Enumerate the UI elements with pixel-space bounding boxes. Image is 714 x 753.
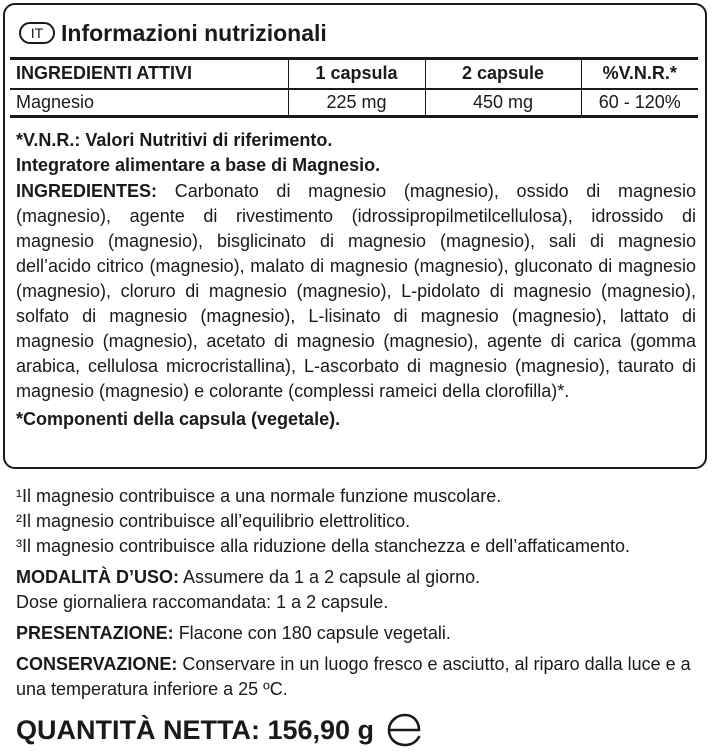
box-notes: [16, 128, 696, 432]
vnr-note: *V.N.R.: Valori Nutritivi di riferimento.: [16, 130, 333, 150]
column-header: 2 capsule: [425, 59, 581, 89]
table-row: [10, 89, 698, 117]
health-claim: ²Il magnesio contribuisce all’equilibrio elettrolitico.: [16, 511, 411, 531]
usage-label: MODALITÀ D’USO:: [16, 567, 179, 587]
storage-line: [16, 652, 706, 702]
presentation-label: PRESENTAZIONE:: [16, 623, 174, 643]
dose-line: Dose giornaliera raccomandata: 1 a 2 capsule.: [16, 592, 389, 612]
ingredients-text: Carbonato di magnesio (magnesio), ossido di magnesio (magnesio), agente di rivestimento (idrossipropilmetilcellulosa), idrossido di magnesio (magnesio), bisglicinato di magnesio (magnesio), sali di magnesio dell’acido citrico (magnesio), malato di magnesio (magnesio), gluconato di magnesio (magnesio), cloruro di magnesio (magnesio), L-pidolato di magnesio (magnesio), solfato di magnesio (magnesio), L-lisinato di magnesio (magnesio), lattato di magnesio (magnesio), acetato di magnesio (magnesio), agente di carica (gomma arabica, cellulosa microcristallina), L-ascorbato di magnesio (magnesio), taurato di magnesio (magnesio) e colorante (complessi rameici della clorofilla)*.: [16, 181, 696, 401]
table-cell: Magnesio: [10, 89, 288, 117]
section-title: Informazioni nutrizionali: [61, 19, 327, 46]
ingredients-label: INGREDIENTES:: [16, 181, 158, 201]
supplement-description: Integratore alimentare a base di Magnesio.: [16, 155, 381, 175]
net-quantity: [16, 712, 426, 748]
column-header: %V.N.R.*: [581, 59, 698, 89]
column-header: INGREDIENTI ATTIVI: [10, 59, 288, 89]
health-claim: ³Il magnesio contribuisce alla riduzione della stanchezza e dell’affaticamento.: [16, 536, 631, 556]
storage-label: CONSERVAZIONE:: [16, 654, 178, 674]
storage-text: Conservare in un luogo fresco e asciutto, al riparo dalla luce e a una temperatura inferiore a 25 ºC.: [16, 654, 691, 699]
table-header-row: [10, 59, 698, 89]
nutrition-header: [19, 17, 327, 49]
table-cell: 60 - 120%: [581, 89, 698, 117]
net-quantity-text: QUANTITÀ NETTA: 156,90 g: [16, 714, 375, 745]
usage-text: Assumere da 1 a 2 capsule al giorno.: [178, 567, 481, 587]
health-claim: ¹Il magnesio contribuisce a una normale funzione muscolare.: [16, 486, 502, 506]
e-mark-icon: [384, 712, 426, 748]
presentation-line: [16, 621, 706, 646]
table-cell: 450 mg: [425, 89, 581, 117]
column-header: 1 capsula: [288, 59, 425, 89]
ingredients-paragraph: [16, 179, 696, 404]
nutrition-table: [10, 57, 698, 118]
capsule-note: *Componenti della capsula (vegetale).: [16, 409, 341, 429]
usage-line: [16, 565, 706, 590]
presentation-text: Flacone con 180 capsule vegetali.: [173, 623, 451, 643]
language-badge: IT: [19, 22, 55, 44]
product-details: [16, 484, 706, 702]
table-cell: 225 mg: [288, 89, 425, 117]
